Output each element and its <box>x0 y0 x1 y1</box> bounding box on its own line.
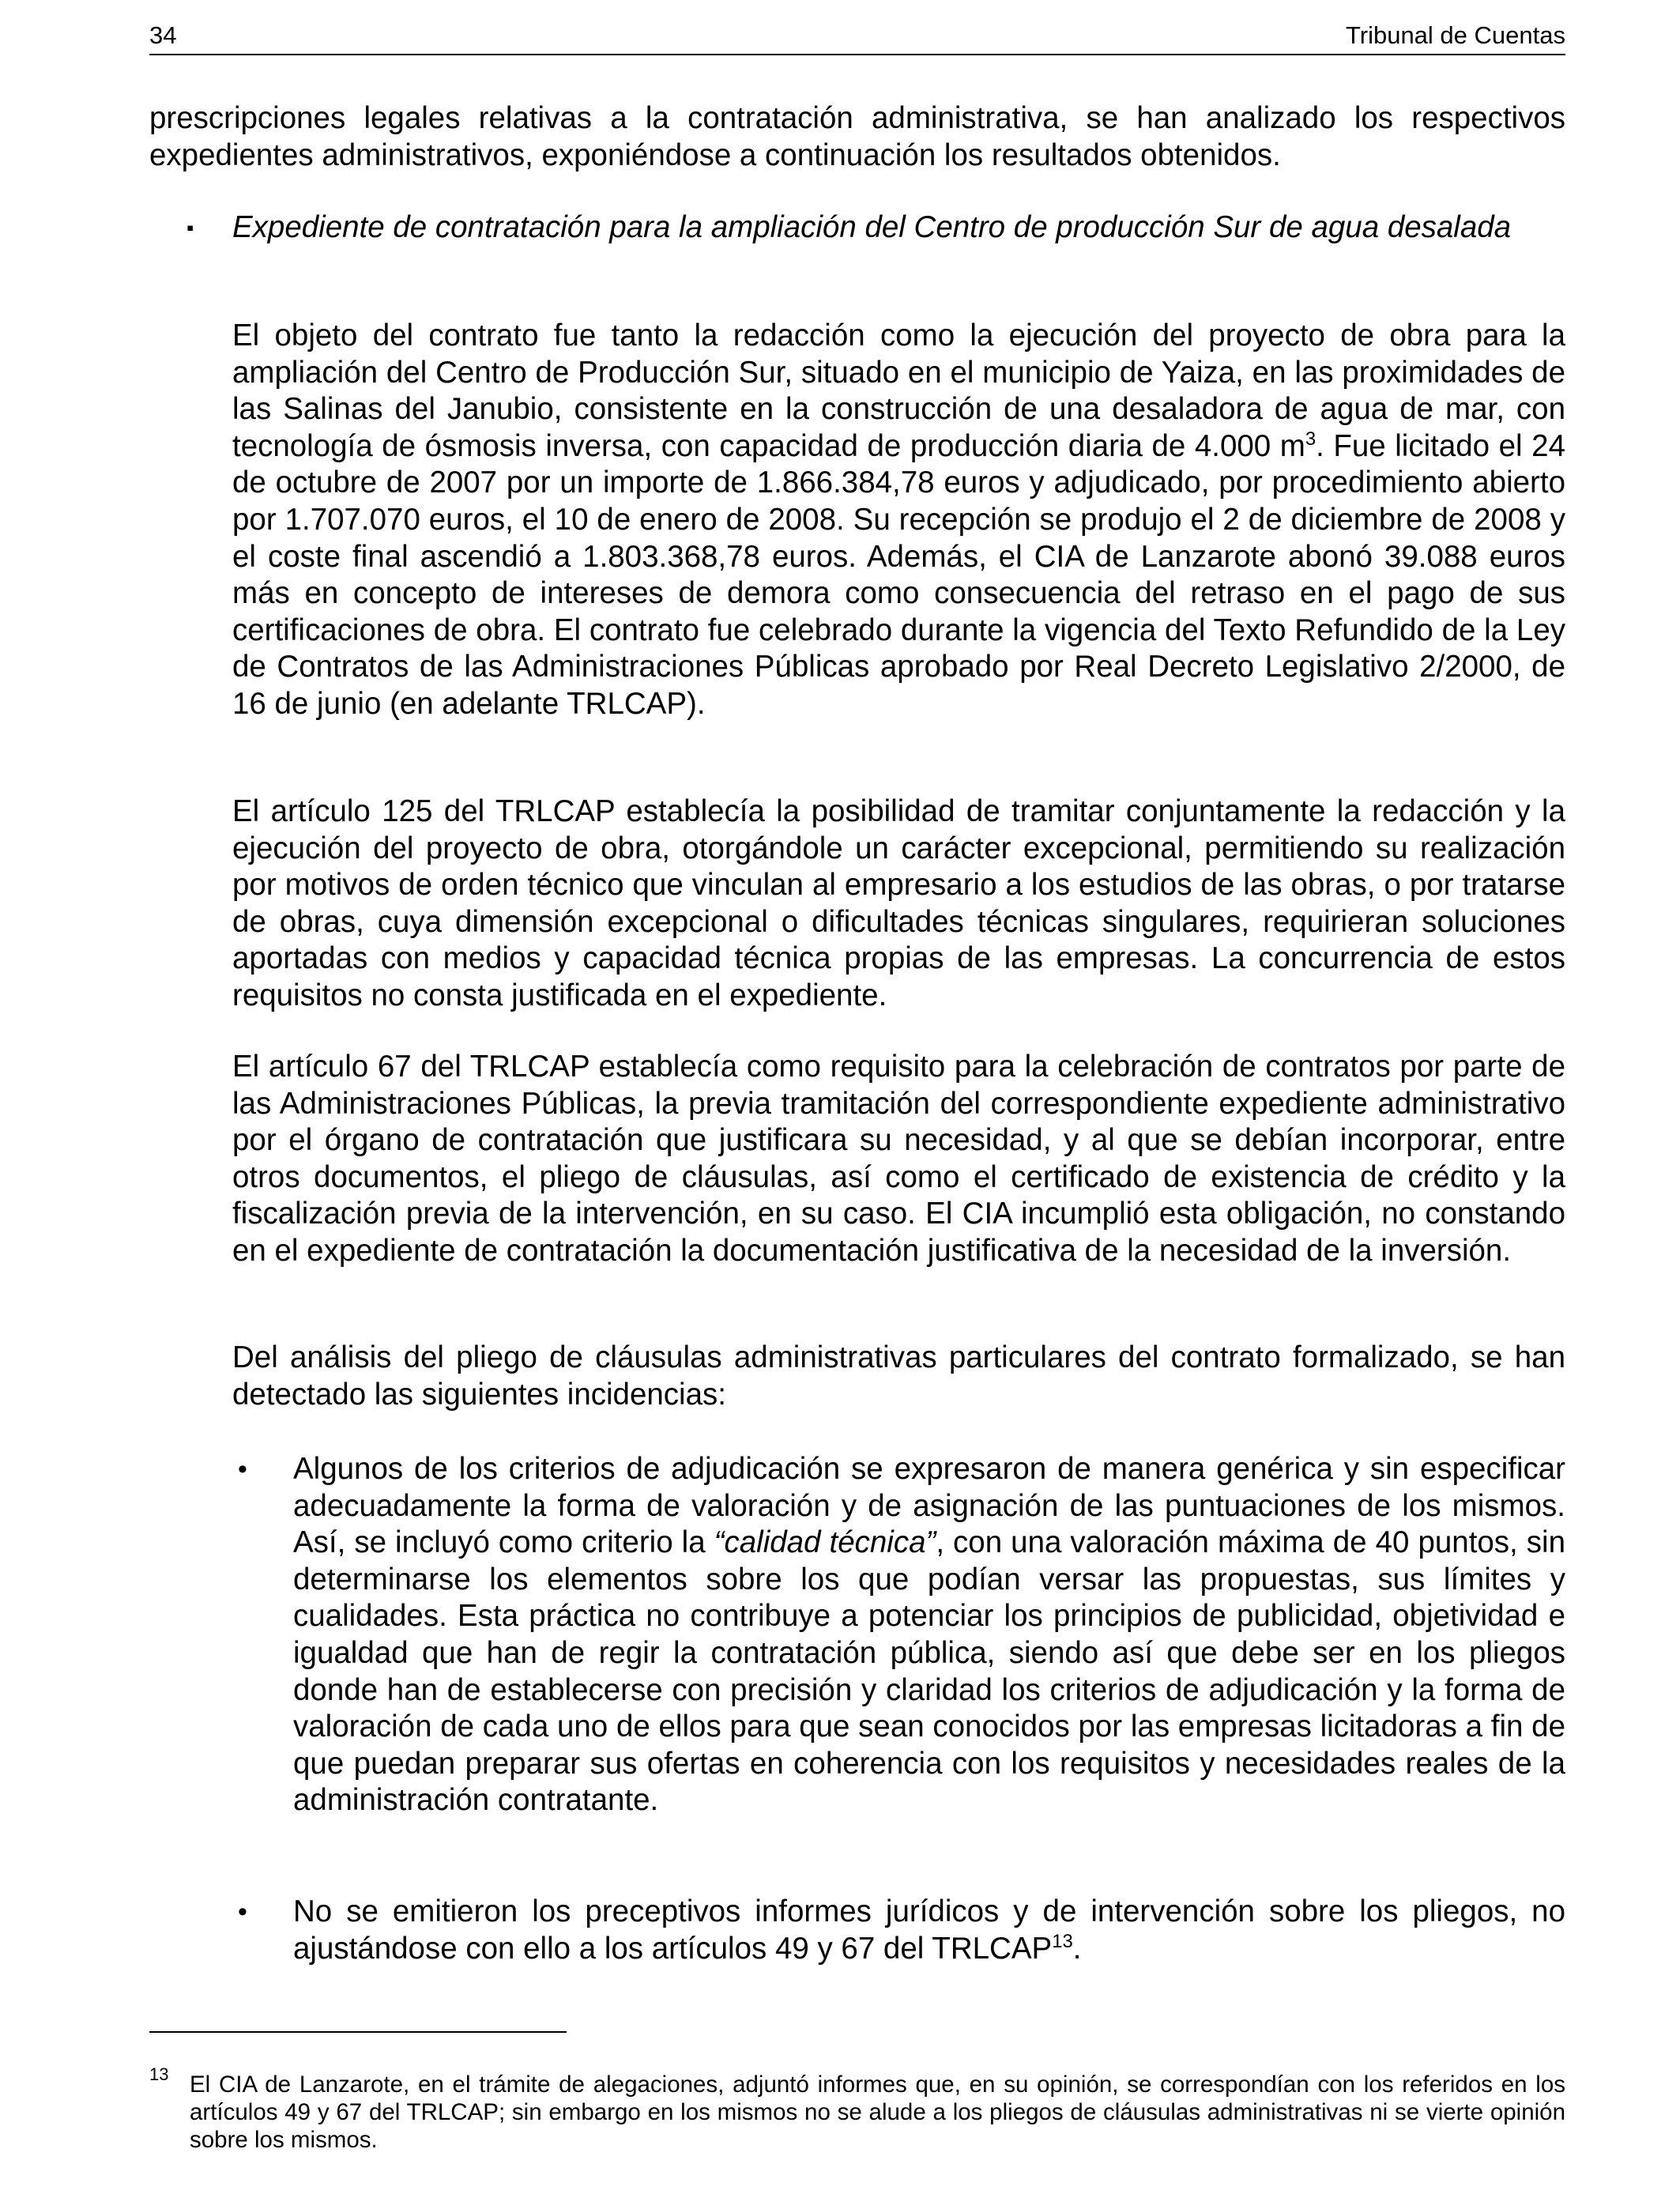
round-bullet-icon: • <box>238 1897 247 1927</box>
paragraph-article-67: El artículo 67 del TRLCAP establecía como requisito para la celebración de contratos por parte de las Administraciones Públicas, la previa tramitación del correspondiente expediente administrativo por el órgano de contratación que justificara su necesidad, y al que se debían incorporar, entre otros documentos, el pliego de cláusulas, así como el certificado de existencia de crédito y la fiscalización previa de la intervención, en su caso. El CIA incumplió esta obligación, no constando en el expediente de contratación la documentación justificativa de la necesidad de la inversión. <box>232 1050 1565 1268</box>
section-title: Expediente de contratación para la ampliación del Centro de producción Sur de agua desalada <box>232 210 1512 244</box>
page-header <box>149 17 1565 55</box>
list-item-text-continued: , con una valoración máxima de 40 puntos, sin determinarse los elementos sobre los que podían versar las propuestas, sus límites y cualidades. Esta práctica no contribuye a potenciar los principios de publicidad, objetividad e igualdad que han de regir la contratación pública, siendo así que debe ser en los pliegos donde han de establecerse con precisión y claridad los criterios de adjudicación y la forma de valoración de cada uno de ellos para que sean conocidos por las empresas licitadoras a fin de que puedan preparar sus ofertas en coherencia con los requisitos y necesidades reales de la administración contratante. <box>293 1525 1565 1818</box>
intro-paragraph: prescripciones legales relativas a la contratación administrativa, se han analizado los respectivos expedientes administrativos, exponiéndose a continuación los resultados obtenidos. <box>149 101 1565 172</box>
header-title: Tribunal de Cuentas <box>1345 21 1565 49</box>
list-item-text: Algunos de los criterios de adjudicación se expresaron de manera genérica y sin especificar adecuadamente la forma de valoración y de asignación de las puntuaciones de los mismos. Así, se incluyó como criterio la <box>293 1452 1565 1560</box>
paragraph-article-125: El artículo 125 del TRLCAP establecía la posibilidad de tramitar conjuntamente la redacción y la ejecución del proyecto de obra, otorgándole un carácter excepcional, permitiendo su realización por motivos de orden técnico que vinculan al empresario a los estudios de las obras, o por tratarse de obras, cuya dimensión excepcional o dificultades técnicas singulares, requirieran soluciones aportadas con medios y capacidad técnica propias de las empresas. La concurrencia de estos requisitos no consta justificada en el expediente. <box>232 794 1565 1012</box>
paragraph-analysis: Del análisis del pliego de cláusulas administrativas particulares del contrato formalizado, se han detectado las siguientes incidencias: <box>232 1340 1565 1412</box>
superscript-cubic: 3 <box>1305 428 1317 450</box>
footnote-reference: 13 <box>1052 1930 1073 1952</box>
footnote-divider <box>149 2031 567 2033</box>
list-item-reports <box>293 1894 1565 1967</box>
footnote-number: 13 <box>149 2064 169 2084</box>
footnote-text: El CIA de Lanzarote, en el trámite de alegaciones, adjuntó informes que, en su opinión, se correspondían con los referidos en los artículos 49 y 67 del TRLCAP; sin embargo en los mismos no se alude a los pliegos de cláusulas administrativas ni se vierte opinión sobre los mismos. <box>190 2071 1565 2153</box>
list-item-text-end: . <box>1072 1931 1082 1966</box>
paragraph-text-continued: . Fue licitado el 24 de octubre de 2007 por un importe de 1.866.384,78 euros y adjudicado, por procedimiento abierto por 1.707.070 euros, el 10 de enero de 2008. Su recepción se produjo el 2 de diciembre de 2008 y el coste final ascendió a 1.803.368,78 euros. Además, el CIA de Lanzarote abonó 39.088 euros más en concepto de intereses de demora como consecuencia del retraso en el pago de sus certificaciones de obra. El contrato fue celebrado durante la vigencia del Texto Refundido de la Ley de Contratos de las Administraciones Públicas aprobado por Real Decreto Legislativo 2/2000, de 16 de junio (en adelante TRLCAP). <box>232 428 1565 721</box>
page-number: 34 <box>149 21 177 49</box>
list-item-text: No se emitieron los preceptivos informes jurídicos y de intervención sobre los pliegos, no ajustándose con ello a los artículos 49 y 67 del TRLCAP <box>293 1894 1565 1966</box>
paragraph-contract-object <box>232 318 1565 723</box>
list-item-emphasis: “calidad técnica” <box>714 1525 936 1560</box>
square-bullet-icon: ▪ <box>186 216 194 239</box>
round-bullet-icon: • <box>238 1454 247 1484</box>
paragraph-text: El objeto del contrato fue tanto la redacción como la ejecución del proyecto de obra para la ampliación del Centro de Producción Sur, situado en el municipio de Yaiza, en las proximidades de las Salinas del Janubio, consistente en la construcción de una desaladora de agua de mar, con tecnología de ósmosis inversa, con capacidad de producción diaria de 4.000 m <box>232 319 1565 463</box>
list-item-criteria <box>293 1451 1565 1819</box>
